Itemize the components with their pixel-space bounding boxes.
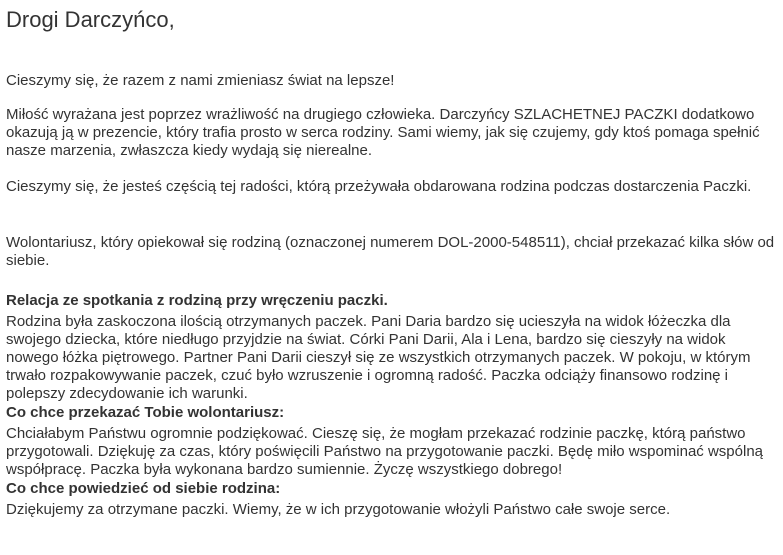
intro-paragraph: Cieszymy się, że razem z nami zmieniasz świat na lepsze! [6, 72, 395, 89]
section-heading: Co chce przekazać Tobie wolontariusz: [6, 404, 285, 421]
section-meeting-report [6, 292, 776, 403]
section-heading: Relacja ze spotkania z rodziną przy wręczeniu paczki. [6, 292, 388, 309]
section-text: Chciałabym Państwu ogromnie podziękować. Cieszę się, że mogłam przekazać rodzinie paczkę, którą państwo przygotowali. Dziękuję za czas, który poświęcili Państwo na przygotowanie paczki. Będę miło wspominać wspólną współpracę. Paczka była wykonana bardzo sumiennie. Życzę wszystkiego dobrego! [6, 425, 764, 478]
love-paragraph: Miłość wyrażana jest poprzez wrażliwość na drugiego człowieka. Darczyńcy SZLACHETNEJ PACZKI dodatkowo okazują ją w prezencie, który trafia prosto w serca rodziny. Sami wiemy, jak się czujemy, gdy ktoś pomaga spełnić nasze marzenia, zwłaszcza kiedy wydają się nierealne. [6, 106, 760, 159]
section-text: Rodzina była zaskoczona ilością otrzymanych paczek. Pani Daria bardzo się ucieszyła na widok łóżeczka dla swojego dziecka, które niedługo przyjdzie na świat. Córki Pani Darii, Ala i Lena, bardzo się cieszyły na widok nowego łóżka piętrowego. Partner Pani Darii cieszył się ze wszystkich otrzymanych paczek. W pokoju, w którym trwało rozpakowywanie paczek, czuć było wzruszenie i ogromną radość. Paczka odciąży finansowo rodzinę i polepszy zdecydowanie ich warunki. [6, 313, 751, 402]
section-heading: Co chce powiedzieć od siebie rodzina: [6, 480, 281, 497]
section-volunteer-message [6, 404, 776, 479]
section-family-message [6, 480, 776, 519]
volunteer-intro-paragraph: Wolontariusz, który opiekował się rodziną (oznaczonej numerem DOL-2000-548511), chciał przekazać kilka słów od siebie. [6, 234, 775, 269]
section-text: Dziękujemy za otrzymane paczki. Wiemy, że w ich przygotowanie włożyli Państwo całe swoje serce. [6, 501, 671, 518]
letter-body [6, 0, 776, 519]
joy-paragraph: Cieszymy się, że jesteś częścią tej radości, którą przeżywała obdarowana rodzina podczas dostarczenia Paczki. [6, 178, 752, 195]
greeting: Drogi Darczyńco, [6, 7, 175, 32]
